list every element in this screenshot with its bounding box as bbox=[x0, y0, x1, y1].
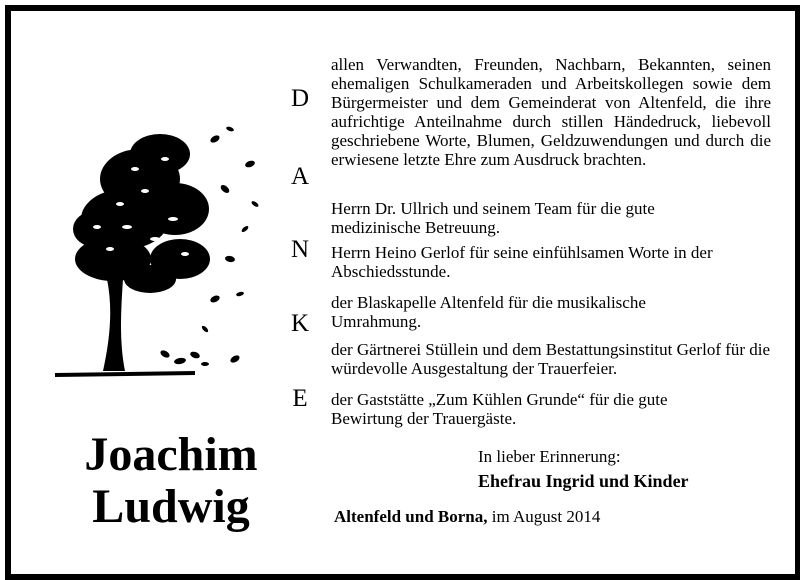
danke-letter-e: E bbox=[292, 385, 308, 412]
danke-letter-d: D bbox=[290, 85, 310, 112]
danke-letter-k: K bbox=[290, 310, 310, 337]
thanks-paragraph-6: der Gaststätte „Zum Kühlen Grunde“ für die gute Bewirtung der Trauergäste. bbox=[331, 390, 668, 428]
date-text: im August 2014 bbox=[491, 507, 601, 526]
deceased-first-name: Joachim bbox=[84, 428, 258, 481]
thanks-paragraph-3: Herrn Heino Gerlof für seine einfühlsamen Worte in der Abschiedsstunde. bbox=[331, 243, 713, 281]
danke-letter-n: N bbox=[290, 236, 310, 263]
danke-letter-a: A bbox=[290, 163, 310, 190]
place-date bbox=[334, 507, 600, 527]
place-names: Altenfeld und Borna, bbox=[334, 507, 488, 526]
thanks-paragraph-1: allen Verwandten, Freunden, Nachbarn, Bekannten, seinen ehemaligen Schulkameraden und Arbeitskollegen sowie dem Bürgermeister und dem Gemeinderat von Altenfeld, die ihre aufrichtige Anteilnahme durch stillen Händedruck, liebevoll geschriebene Worte, Blumen, Geldzuwendungen und durch die erwiesene letzte Ehre zum Ausdruck brachten. bbox=[331, 55, 771, 169]
thanks-paragraph-5: der Gärtnerei Stüllein und dem Bestattungsinstitut Gerlof für die würdevolle Ausgestaltung der Trauerfeier. bbox=[331, 340, 771, 378]
signature-label: In lieber Erinnerung: bbox=[478, 447, 621, 466]
deceased-last-name: Ludwig bbox=[92, 480, 250, 533]
obituary-card bbox=[5, 5, 800, 580]
signature-names: Ehefrau Ingrid und Kinder bbox=[478, 471, 689, 491]
thanks-paragraph-4: der Blaskapelle Altenfeld für die musikalische Umrahmung. bbox=[331, 293, 646, 331]
tree-icon bbox=[55, 109, 265, 379]
thanks-paragraph-2: Herrn Dr. Ullrich und seinem Team für die gute medizinische Betreuung. bbox=[331, 199, 655, 237]
